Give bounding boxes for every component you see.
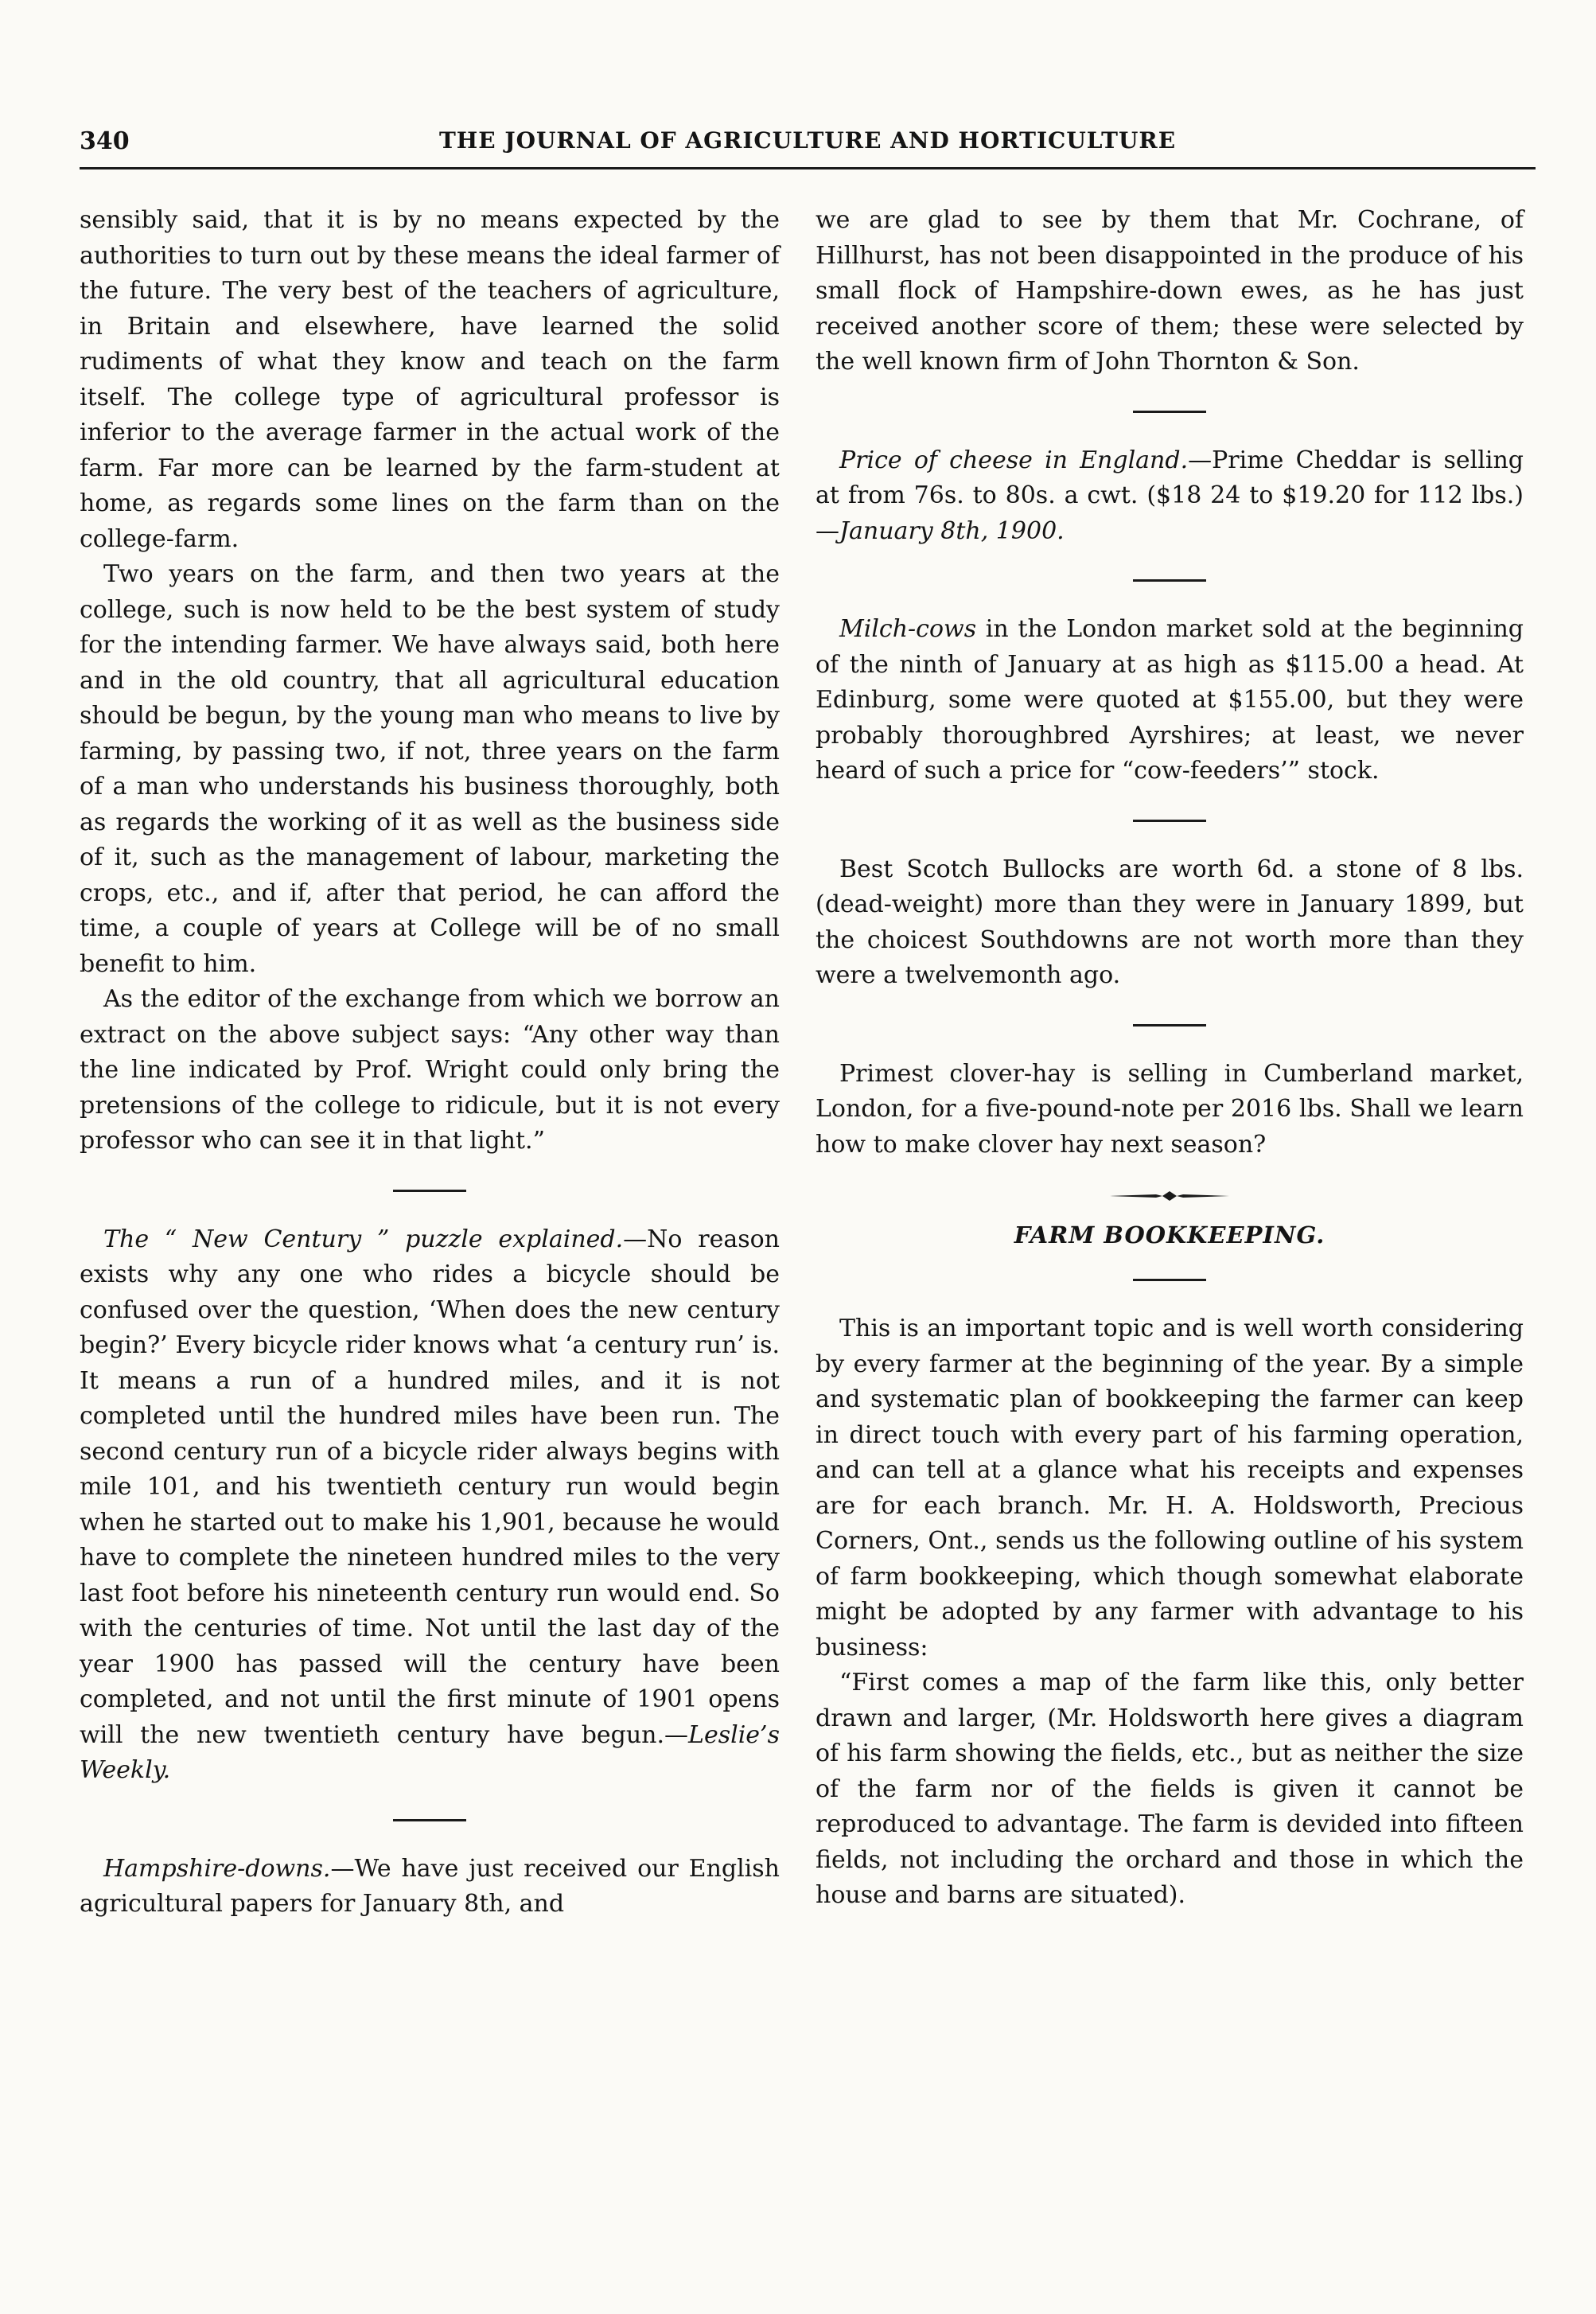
journal-title: THE JOURNAL OF AGRICULTURE AND HORTICULTURE bbox=[438, 127, 1177, 154]
running-header bbox=[80, 127, 1536, 169]
paragraph-clover-hay: Primest clover-hay is selling in Cumberland market, London, for a five-pound-note per 2016 lbs. Shall we learn how to make clover hay next season? bbox=[816, 1059, 1524, 1159]
paragraph-two-years: Two years on the farm, and then two years at the college, such is now held to be the best system of study for the intending farmer. We have always said, both here and in the old country, that all agricultural education should be begun, by the young man who means to live by farming, by passing two, if not, three years on the farm of a man who understands his business thoroughly, both as regards the working of it as well as the business side of it, such as the management of labour, marketing the crops, etc., and if, after that period, he can afford the time, a couple of years at College will be of no small benefit to him. bbox=[80, 560, 780, 978]
section-divider bbox=[1133, 579, 1206, 582]
article-lead-new-century: The “ New Century ” puzzle explained. bbox=[103, 1225, 624, 1253]
section-divider bbox=[393, 1819, 466, 1821]
ornament-divider-icon bbox=[1110, 1190, 1229, 1202]
section-title-farm-bookkeeping: FARM BOOKKEEPING. bbox=[1014, 1221, 1325, 1249]
right-column bbox=[816, 203, 1524, 1914]
paragraph-editor-quote: As the editor of the exchange from which we borrow an extract on the above subject says: “Any other way than the line indicated by Prof. Wright could only bring the pretensions of the college to ridicule, but it is not every professor who can see it in that light.” bbox=[80, 985, 780, 1155]
paragraph-new-century bbox=[80, 1222, 780, 1789]
paragraph-bookkeeping-map: “First comes a map of the farm like this, only better drawn and larger, (Mr. Holdsworth here gives a diagram of his farm showing the fields, etc., but as neither the size of the farm nor of the fields is given it cannot be reproduced to advantage. The farm is devided into fifteen fields, not including the orchard and those in which the house and barns are situated). bbox=[816, 1669, 1524, 1909]
paragraph-hampshire-downs bbox=[80, 1852, 780, 1922]
left-column bbox=[80, 203, 780, 1922]
article-text-new-century: —No reason exists why any one who rides a bicycle should be confused over the question, ‘When does the new century begin?’ Every bicycle rider knows what ‘a century run’ is. It means a run of a hundred miles, and it is not completed until the hundred miles have been run. The second century run of a bicycle rider always begins with mile 101, and his twentieth century run would begin when he started out to make his 1,901, because he would have to complete the nineteen hundred miles to the very last foot before his nineteenth century run would end. So with the centuries of time. Not until the last day of the year 1900 has passed will the century have been completed, and not until the first minute of 1901 opens will the new twentieth century have begun.— bbox=[80, 1225, 780, 1749]
paragraph-education-cont: sensibly said, that it is by no means expected by the authorities to turn out by these means the ideal farmer of the future. The very best of the teachers of agriculture, in Britain and elsewhere, have learned the solid rudiments of what they know and teach on the farm itself. The college type of agricultural professor is inferior to the average farmer in the actual work of the farm. Far more can be learned by the farm-student at home, as regards some lines on the farm than on the college-farm. bbox=[80, 206, 780, 553]
paragraph-milch-cows bbox=[816, 612, 1524, 789]
article-lead-hampshire: Hampshire-downs. bbox=[103, 1854, 331, 1883]
section-divider bbox=[1133, 1279, 1206, 1281]
article-text-hampshire: —We have just received our English agricultural papers for January 8th, and bbox=[80, 1854, 780, 1918]
section-divider bbox=[1133, 1024, 1206, 1026]
article-text-milch: in the London market sold at the beginning of the ninth of January at as high as $115.00 a head. At Edinburg, some were quoted at $155.00, but they were probably thoroughbred Ayrshires; at least, we never heard of such a price for “cow-feeders’” stock. bbox=[816, 615, 1524, 785]
page-number: 340 bbox=[80, 127, 130, 155]
article-lead-milch: Milch-cows bbox=[839, 615, 977, 643]
section-divider bbox=[1133, 820, 1206, 822]
section-divider bbox=[393, 1190, 466, 1192]
paragraph-hampshire-cont: we are glad to see by them that Mr. Cochrane, of Hillhurst, has not been disappointed in the produce of his small flock of Hampshire-down ewes, as he has just received another score of them; these were selected by the well known firm of John Thornton & Son. bbox=[816, 206, 1524, 376]
paragraph-cheese-price bbox=[816, 443, 1524, 550]
article-date: January 8th, 1900. bbox=[839, 516, 1065, 545]
paragraph-scotch-bullocks: Best Scotch Bullocks are worth 6d. a stone of 8 lbs. (dead-weight) more than they were in January 1899, but the choicest Southdowns are not worth more than they were a twelvemonth ago. bbox=[816, 855, 1524, 989]
section-divider bbox=[1133, 411, 1206, 413]
paragraph-bookkeeping-intro: This is an important topic and is well worth considering by every farmer at the beginning of the year. By a simple and systematic plan of bookkeeping the farmer can keep in direct touch with every part of his farming operation, and can tell at a glance what his receipts and expenses are for each branch. Mr. H. A. Holdsworth, Precious Corners, Ont., sends us the following outline of his system of farm bookkeeping, which though somewhat elaborate might be adopted by any farmer with advantage to his business: bbox=[816, 1315, 1524, 1661]
article-lead-cheese: Price of cheese in England. bbox=[839, 446, 1189, 474]
article-source: Leslie’s Weekly. bbox=[80, 1720, 780, 1784]
article-text-cheese: —Prime Cheddar is selling at from 76s. to 80s. a cwt. ($18 24 to $19.20 for 112 lbs.)— bbox=[816, 446, 1524, 545]
